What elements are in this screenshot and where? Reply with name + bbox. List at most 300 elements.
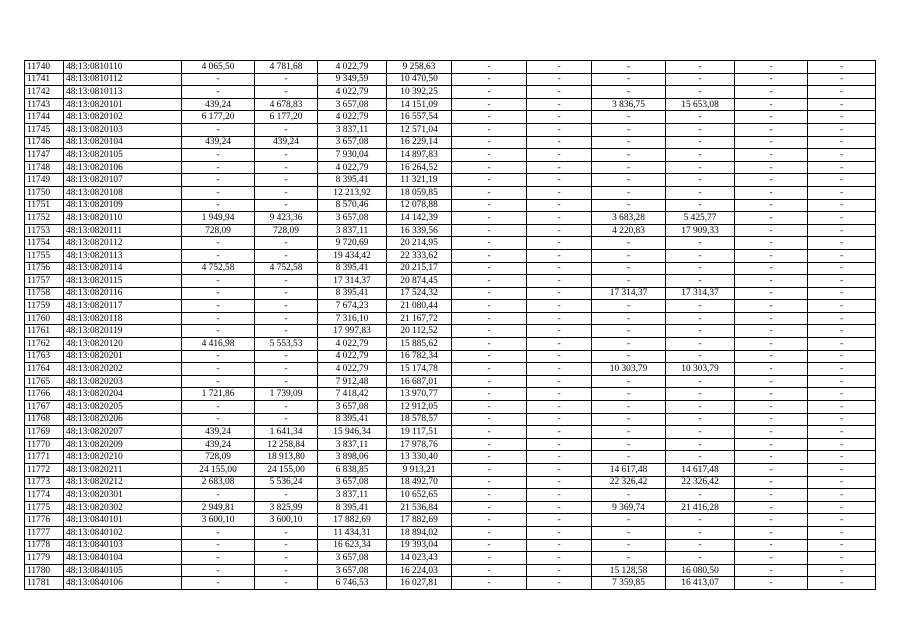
table-row [25, 149, 876, 162]
cell-value-4: 12 078,88 [387, 199, 452, 212]
cell-value-6: - [527, 388, 592, 401]
cell-value-7: - [592, 123, 666, 136]
cell-row-number: 11766 [25, 388, 64, 401]
cell-value-6: - [527, 186, 592, 199]
cell-value-4: 9 258,63 [387, 61, 452, 74]
cell-value-1: 728,09 [182, 451, 255, 464]
cell-row-number: 11758 [25, 287, 64, 300]
cell-value-7: - [592, 489, 666, 502]
cell-value-8: - [666, 275, 735, 288]
cell-value-8: - [666, 123, 735, 136]
table-row [25, 514, 876, 527]
cell-value-3: 8 570,46 [318, 199, 387, 212]
table-row [25, 388, 876, 401]
cell-value-5: - [452, 350, 527, 363]
cell-value-5: - [452, 237, 527, 250]
cell-value-4: 9 913,21 [387, 464, 452, 477]
cell-cadastral-number: 48:13:0840106 [64, 577, 182, 590]
cell-value-3: 15 946,34 [318, 426, 387, 439]
cell-value-10: - [808, 123, 876, 136]
cell-value-7: - [592, 86, 666, 99]
cell-value-6: - [527, 262, 592, 275]
cell-row-number: 11759 [25, 300, 64, 313]
cell-value-1: - [182, 564, 255, 577]
cell-value-2: - [255, 375, 318, 388]
cell-value-2: - [255, 73, 318, 86]
cell-value-4: 14 142,39 [387, 212, 452, 225]
cell-value-8: - [666, 186, 735, 199]
cell-value-2: 728,09 [255, 224, 318, 237]
cell-value-10: - [808, 489, 876, 502]
cell-value-7: - [592, 388, 666, 401]
cell-value-4: 20 112,52 [387, 325, 452, 338]
cell-value-6: - [527, 249, 592, 262]
cell-value-2: - [255, 174, 318, 187]
cell-value-1: - [182, 312, 255, 325]
cell-value-7: 3 836,75 [592, 98, 666, 111]
cell-row-number: 11746 [25, 136, 64, 149]
cell-value-5: - [452, 224, 527, 237]
cell-value-3: 7 418,42 [318, 388, 387, 401]
cell-value-8: - [666, 300, 735, 313]
cell-value-8: - [666, 161, 735, 174]
cell-value-9: - [735, 111, 808, 124]
cell-value-8: - [666, 388, 735, 401]
cell-cadastral-number: 48:13:0820111 [64, 224, 182, 237]
cell-value-3: 9 720,69 [318, 237, 387, 250]
cell-value-1: - [182, 174, 255, 187]
table-row [25, 73, 876, 86]
table-row [25, 237, 876, 250]
cell-value-6: - [527, 451, 592, 464]
cell-value-7: - [592, 401, 666, 414]
cell-value-9: - [735, 325, 808, 338]
cell-value-7: 7 359,85 [592, 577, 666, 590]
cell-value-9: - [735, 73, 808, 86]
cell-value-8: - [666, 514, 735, 527]
cell-value-2: 4 752,58 [255, 262, 318, 275]
cell-value-1: - [182, 577, 255, 590]
cell-value-3: 3 657,08 [318, 98, 387, 111]
cell-value-7: - [592, 262, 666, 275]
cell-value-1: - [182, 186, 255, 199]
cell-value-9: - [735, 526, 808, 539]
cell-value-7: - [592, 413, 666, 426]
cell-value-9: - [735, 275, 808, 288]
cell-value-9: - [735, 161, 808, 174]
cell-value-1: - [182, 86, 255, 99]
cell-value-6: - [527, 489, 592, 502]
cell-value-1: - [182, 149, 255, 162]
cell-row-number: 11755 [25, 249, 64, 262]
cell-value-5: - [452, 312, 527, 325]
cell-row-number: 11774 [25, 489, 64, 502]
cell-value-3: 19 434,42 [318, 249, 387, 262]
cell-value-1: - [182, 526, 255, 539]
table-row [25, 464, 876, 477]
cell-value-10: - [808, 552, 876, 565]
cell-value-4: 14 151,09 [387, 98, 452, 111]
table-row [25, 426, 876, 439]
cell-value-5: - [452, 123, 527, 136]
cell-value-5: - [452, 526, 527, 539]
table-row [25, 86, 876, 99]
cell-value-2: - [255, 186, 318, 199]
cell-value-8: - [666, 312, 735, 325]
cell-value-7: - [592, 375, 666, 388]
cell-value-1: 6 177,20 [182, 111, 255, 124]
cell-cadastral-number: 48:13:0820211 [64, 464, 182, 477]
cell-value-4: 10 652,65 [387, 489, 452, 502]
cell-value-10: - [808, 186, 876, 199]
cell-value-8: - [666, 350, 735, 363]
cell-value-6: - [527, 212, 592, 225]
cell-value-3: 8 395,41 [318, 287, 387, 300]
cell-value-5: - [452, 451, 527, 464]
cell-cadastral-number: 48:13:0810112 [64, 73, 182, 86]
cell-cadastral-number: 48:13:0820101 [64, 98, 182, 111]
cell-cadastral-number: 48:13:0820102 [64, 111, 182, 124]
cell-value-4: 13 330,40 [387, 451, 452, 464]
cell-cadastral-number: 48:13:0820108 [64, 186, 182, 199]
cell-value-2: - [255, 287, 318, 300]
cell-value-9: - [735, 186, 808, 199]
cell-cadastral-number: 48:13:0840102 [64, 526, 182, 539]
cell-value-9: - [735, 413, 808, 426]
cell-value-1: 24 155,00 [182, 464, 255, 477]
cell-value-7: - [592, 312, 666, 325]
cell-value-7: - [592, 237, 666, 250]
cell-row-number: 11780 [25, 564, 64, 577]
table-row [25, 413, 876, 426]
cell-value-9: - [735, 237, 808, 250]
cell-value-5: - [452, 174, 527, 187]
cell-cadastral-number: 48:13:0820120 [64, 338, 182, 351]
cell-value-1: 2 683,08 [182, 476, 255, 489]
cell-value-10: - [808, 438, 876, 451]
cell-cadastral-number: 48:13:0820205 [64, 401, 182, 414]
cell-value-6: - [527, 199, 592, 212]
cell-value-4: 20 215,17 [387, 262, 452, 275]
cell-value-6: - [527, 237, 592, 250]
cell-row-number: 11741 [25, 73, 64, 86]
cell-value-2: - [255, 577, 318, 590]
cell-value-10: - [808, 564, 876, 577]
cell-value-8: - [666, 552, 735, 565]
cell-row-number: 11751 [25, 199, 64, 212]
cell-value-2: - [255, 564, 318, 577]
table-row [25, 552, 876, 565]
cell-value-3: 4 022,79 [318, 350, 387, 363]
cell-value-4: 16 224,03 [387, 564, 452, 577]
cell-value-8: - [666, 526, 735, 539]
cell-value-3: 16 623,34 [318, 539, 387, 552]
cell-value-1: 728,09 [182, 224, 255, 237]
cell-value-5: - [452, 86, 527, 99]
cell-value-2: 1 641,34 [255, 426, 318, 439]
cell-value-3: 11 434,31 [318, 526, 387, 539]
cell-value-8: - [666, 489, 735, 502]
table-row [25, 375, 876, 388]
table-row [25, 526, 876, 539]
data-table [24, 60, 876, 590]
cell-value-2: - [255, 199, 318, 212]
data-table-sheet [24, 60, 876, 590]
cell-value-10: - [808, 338, 876, 351]
cell-value-4: 18 578,57 [387, 413, 452, 426]
table-row [25, 123, 876, 136]
cell-value-7: 3 683,28 [592, 212, 666, 225]
cell-value-1: - [182, 552, 255, 565]
cell-cadastral-number: 48:13:0820302 [64, 501, 182, 514]
cell-value-5: - [452, 199, 527, 212]
cell-row-number: 11770 [25, 438, 64, 451]
cell-value-8: 17 314,37 [666, 287, 735, 300]
cell-value-10: - [808, 476, 876, 489]
cell-value-7: 17 314,37 [592, 287, 666, 300]
cell-value-4: 16 687,01 [387, 375, 452, 388]
cell-value-6: - [527, 577, 592, 590]
cell-value-5: - [452, 489, 527, 502]
cell-value-2: - [255, 363, 318, 376]
cell-value-8: - [666, 539, 735, 552]
cell-row-number: 11778 [25, 539, 64, 552]
cell-value-6: - [527, 350, 592, 363]
cell-value-10: - [808, 325, 876, 338]
cell-row-number: 11748 [25, 161, 64, 174]
cell-value-8: - [666, 413, 735, 426]
cell-value-4: 16 782,34 [387, 350, 452, 363]
cell-value-1: 439,24 [182, 438, 255, 451]
cell-value-8: 16 080,50 [666, 564, 735, 577]
cell-value-4: 19 393,04 [387, 539, 452, 552]
cell-value-5: - [452, 388, 527, 401]
cell-value-4: 15 885,62 [387, 338, 452, 351]
cell-value-6: - [527, 161, 592, 174]
cell-value-2: 4 781,68 [255, 61, 318, 74]
cell-cadastral-number: 48:13:0820112 [64, 237, 182, 250]
table-row [25, 476, 876, 489]
cell-value-10: - [808, 464, 876, 477]
cell-value-2: - [255, 237, 318, 250]
cell-value-4: 19 117,51 [387, 426, 452, 439]
cell-value-10: - [808, 136, 876, 149]
cell-value-9: - [735, 451, 808, 464]
cell-row-number: 11765 [25, 375, 64, 388]
cell-value-5: - [452, 375, 527, 388]
table-row [25, 111, 876, 124]
cell-value-2: 6 177,20 [255, 111, 318, 124]
cell-value-8: - [666, 375, 735, 388]
cell-value-8: - [666, 61, 735, 74]
cell-value-5: - [452, 438, 527, 451]
cell-value-8: - [666, 174, 735, 187]
cell-value-4: 13 970,77 [387, 388, 452, 401]
cell-cadastral-number: 48:13:0840105 [64, 564, 182, 577]
cell-value-5: - [452, 136, 527, 149]
cell-value-1: - [182, 73, 255, 86]
cell-value-9: - [735, 464, 808, 477]
cell-value-10: - [808, 401, 876, 414]
cell-cadastral-number: 48:13:0820113 [64, 249, 182, 262]
cell-row-number: 11762 [25, 338, 64, 351]
cell-value-9: - [735, 489, 808, 502]
cell-value-3: 3 898,06 [318, 451, 387, 464]
cell-row-number: 11768 [25, 413, 64, 426]
cell-value-6: - [527, 464, 592, 477]
cell-value-4: 21 536,84 [387, 501, 452, 514]
cell-value-3: 4 022,79 [318, 161, 387, 174]
cell-value-9: - [735, 136, 808, 149]
cell-value-10: - [808, 451, 876, 464]
cell-row-number: 11754 [25, 237, 64, 250]
cell-value-3: 4 022,79 [318, 363, 387, 376]
cell-value-7: - [592, 186, 666, 199]
cell-value-6: - [527, 174, 592, 187]
cell-value-7: - [592, 526, 666, 539]
cell-value-4: 22 333,62 [387, 249, 452, 262]
cell-row-number: 11747 [25, 149, 64, 162]
cell-value-5: - [452, 61, 527, 74]
cell-row-number: 11771 [25, 451, 64, 464]
cell-cadastral-number: 48:13:0820202 [64, 363, 182, 376]
cell-value-7: 14 617,48 [592, 464, 666, 477]
cell-value-10: - [808, 350, 876, 363]
cell-value-7: - [592, 451, 666, 464]
cell-row-number: 11749 [25, 174, 64, 187]
cell-cadastral-number: 48:13:0820209 [64, 438, 182, 451]
cell-value-4: 20 874,45 [387, 275, 452, 288]
cell-row-number: 11767 [25, 401, 64, 414]
cell-value-2: - [255, 552, 318, 565]
cell-value-10: - [808, 300, 876, 313]
cell-value-8: - [666, 149, 735, 162]
cell-value-8: - [666, 86, 735, 99]
table-row [25, 98, 876, 111]
cell-value-4: 15 174,78 [387, 363, 452, 376]
cell-row-number: 11781 [25, 577, 64, 590]
cell-value-5: - [452, 514, 527, 527]
cell-value-10: - [808, 388, 876, 401]
cell-value-6: - [527, 61, 592, 74]
cell-value-1: 1 949,94 [182, 212, 255, 225]
cell-value-8: - [666, 338, 735, 351]
cell-value-9: - [735, 61, 808, 74]
cell-value-9: - [735, 249, 808, 262]
cell-value-10: - [808, 249, 876, 262]
cell-value-3: 6 838,85 [318, 464, 387, 477]
table-row [25, 161, 876, 174]
table-row [25, 249, 876, 262]
cell-cadastral-number: 48:13:0810113 [64, 86, 182, 99]
cell-value-5: - [452, 501, 527, 514]
cell-value-9: - [735, 514, 808, 527]
cell-value-8: 5 425,77 [666, 212, 735, 225]
cell-value-3: 3 657,08 [318, 401, 387, 414]
cell-value-8: - [666, 401, 735, 414]
cell-value-3: 7 674,23 [318, 300, 387, 313]
cell-cadastral-number: 48:13:0820110 [64, 212, 182, 225]
cell-value-1: - [182, 249, 255, 262]
cell-row-number: 11752 [25, 212, 64, 225]
cell-value-4: 17 978,76 [387, 438, 452, 451]
cell-value-1: - [182, 300, 255, 313]
cell-value-6: - [527, 564, 592, 577]
table-body [25, 61, 876, 590]
table-row [25, 501, 876, 514]
cell-value-3: 3 657,08 [318, 564, 387, 577]
table-row [25, 564, 876, 577]
cell-value-7: - [592, 539, 666, 552]
cell-value-9: - [735, 426, 808, 439]
cell-value-6: - [527, 476, 592, 489]
cell-value-8: - [666, 136, 735, 149]
cell-value-5: - [452, 325, 527, 338]
cell-cadastral-number: 48:13:0820105 [64, 149, 182, 162]
cell-value-3: 6 746,53 [318, 577, 387, 590]
cell-row-number: 11772 [25, 464, 64, 477]
cell-value-5: - [452, 300, 527, 313]
cell-value-3: 3 657,08 [318, 552, 387, 565]
cell-cadastral-number: 48:13:0820210 [64, 451, 182, 464]
cell-value-7: - [592, 338, 666, 351]
cell-value-6: - [527, 514, 592, 527]
cell-value-8: - [666, 111, 735, 124]
cell-value-10: - [808, 413, 876, 426]
cell-value-4: 17 524,32 [387, 287, 452, 300]
cell-value-2: - [255, 161, 318, 174]
cell-value-6: - [527, 526, 592, 539]
cell-value-3: 4 022,79 [318, 86, 387, 99]
cell-value-9: - [735, 174, 808, 187]
cell-value-10: - [808, 224, 876, 237]
cell-value-10: - [808, 98, 876, 111]
cell-value-3: 4 022,79 [318, 338, 387, 351]
cell-value-1: - [182, 401, 255, 414]
cell-cadastral-number: 48:13:0820301 [64, 489, 182, 502]
cell-value-6: - [527, 363, 592, 376]
cell-row-number: 11763 [25, 350, 64, 363]
cell-value-5: - [452, 212, 527, 225]
cell-value-4: 16 027,81 [387, 577, 452, 590]
cell-value-6: - [527, 312, 592, 325]
table-row [25, 451, 876, 464]
cell-value-7: - [592, 111, 666, 124]
cell-value-8: - [666, 451, 735, 464]
cell-value-2: 12 258,84 [255, 438, 318, 451]
table-row [25, 212, 876, 225]
cell-value-7: 10 303,79 [592, 363, 666, 376]
cell-value-4: 16 229,14 [387, 136, 452, 149]
cell-value-8: 22 326,42 [666, 476, 735, 489]
cell-value-1: - [182, 350, 255, 363]
cell-value-1: 4 065,50 [182, 61, 255, 74]
cell-value-9: - [735, 501, 808, 514]
cell-value-2: - [255, 312, 318, 325]
cell-value-7: - [592, 350, 666, 363]
cell-value-9: - [735, 86, 808, 99]
cell-value-3: 8 395,41 [318, 174, 387, 187]
cell-value-10: - [808, 275, 876, 288]
cell-cadastral-number: 48:13:0820204 [64, 388, 182, 401]
cell-value-9: - [735, 98, 808, 111]
cell-value-10: - [808, 174, 876, 187]
cell-value-4: 10 392,25 [387, 86, 452, 99]
cell-value-4: 21 080,44 [387, 300, 452, 313]
cell-value-3: 3 837,11 [318, 438, 387, 451]
cell-value-6: - [527, 426, 592, 439]
cell-value-2: - [255, 325, 318, 338]
